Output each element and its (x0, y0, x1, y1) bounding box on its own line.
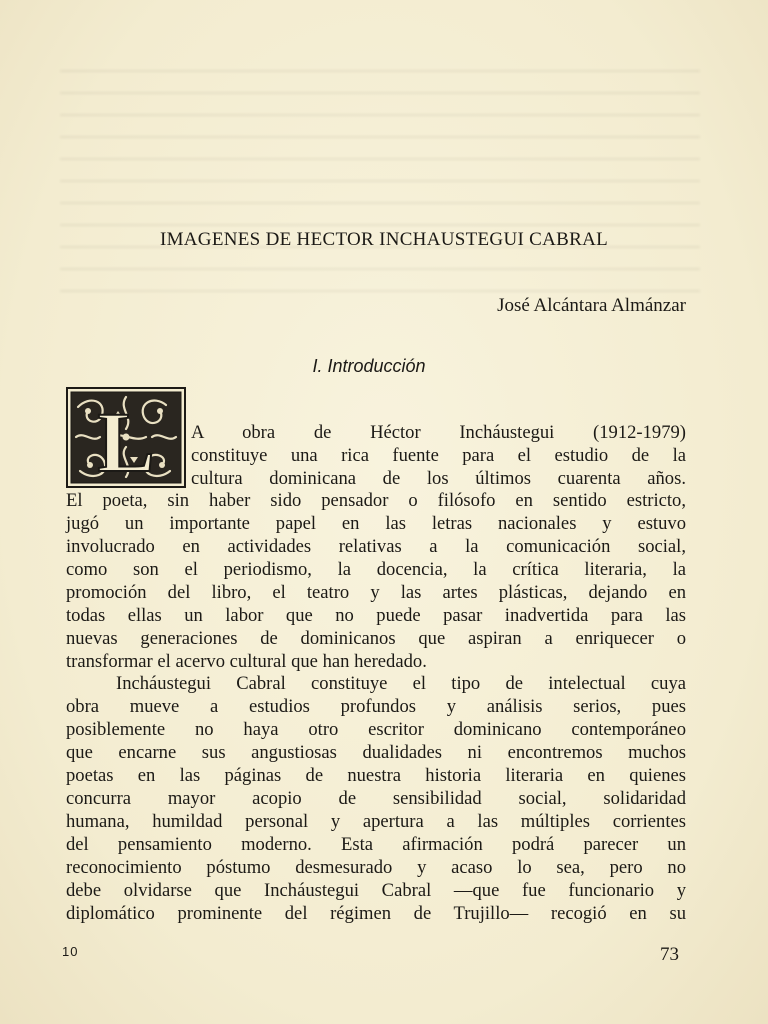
text-line: nuevas generaciones de dominicanos que aspiran a enriquecer o (66, 628, 686, 649)
text-line: todas ellas un labor que no puede pasar inadvertida para las (66, 605, 686, 626)
text-line: posiblemente no haya otro escritor dominicano contemporáneo (66, 719, 686, 740)
text-line: que encarne sus angustiosas dualidades ni encontremos muchos (66, 742, 686, 763)
text-line: jugó un importante papel en las letras nacionales y estuvo (66, 513, 686, 534)
text-line: A obra de Héctor Incháustegui (1912-1979) (191, 422, 686, 443)
dropcap-letter: L (97, 394, 155, 488)
text-line: involucrado en actividades relativas a la comunicación social, (66, 536, 686, 557)
text-line: Incháustegui Cabral constituye el tipo de intelectual cuya (116, 673, 686, 694)
text-line: obra mueve a estudios profundos y análisis serios, pues (66, 696, 686, 717)
text-line: promoción del libro, el teatro y las artes plásticas, dejando en (66, 582, 686, 603)
author-name: José Alcántara Almánzar (497, 295, 686, 316)
text-line: humana, humildad personal y apertura a las múltiples corrientes (66, 811, 686, 832)
text-line: diplomático prominente del régimen de Trujillo— recogió en su (66, 903, 686, 924)
text-line: del pensamiento moderno. Esta afirmación podrá parecer un (66, 834, 686, 855)
text-line: transformar el acervo cultural que han heredado. (66, 651, 427, 672)
text-line: constituye una rica fuente para el estudio de la (191, 445, 686, 466)
folio-number: 10 (62, 944, 79, 959)
text-line: concurra mayor acopio de sensibilidad social, solidaridad (66, 788, 686, 809)
ornate-initial-icon (66, 387, 186, 488)
text-line: como son el periodismo, la docencia, la crítica literaria, la (66, 559, 686, 580)
text-line: reconocimiento póstumo desmesurado y acaso lo sea, pero no (66, 857, 686, 878)
article-title: IMAGENES DE HECTOR INCHAUSTEGUI CABRAL (159, 229, 609, 250)
show-through-text (60, 70, 700, 300)
page-number: 73 (660, 944, 679, 965)
section-heading: I. Introducción (312, 356, 426, 376)
text-line: poetas en las páginas de nuestra historia literaria en quienes (66, 765, 686, 786)
text-line: El poeta, sin haber sido pensador o filósofo en sentido estricto, (66, 490, 686, 511)
text-line: cultura dominicana de los últimos cuarenta años. (191, 468, 686, 489)
text-line: debe olvidarse que Incháustegui Cabral —que fue funcionario y (66, 880, 686, 901)
